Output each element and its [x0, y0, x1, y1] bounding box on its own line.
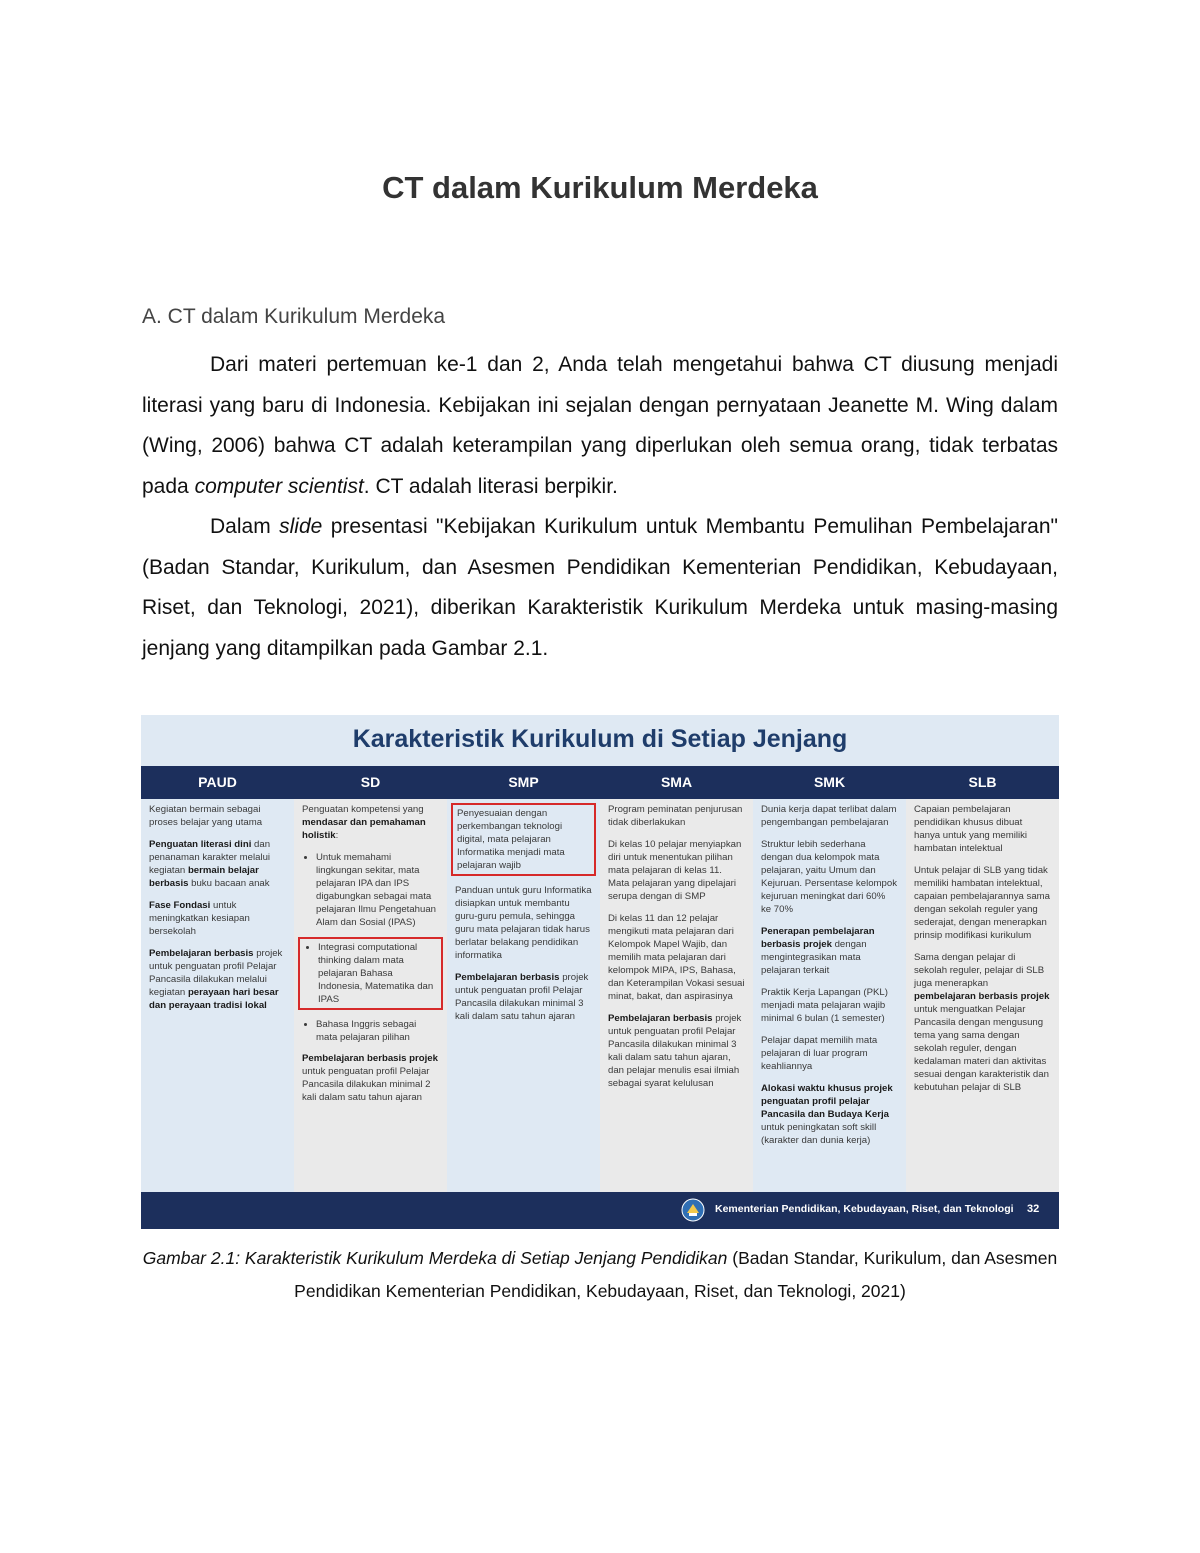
smk-item: Struktur lebih sederhana dengan dua kelompok mata pelajaran, yaitu Umum dan Kejuruan. Persentase kelompok kejuruan meningkat dari 60% ke 70%: [761, 839, 897, 915]
smk-item: Alokasi waktu khusus projek penguatan profil pelajar Pancasila dan Budaya Kerja untuk peningkatan soft skill (karakter dan dunia kerja): [761, 1083, 893, 1146]
header-sd: SD: [360, 774, 381, 790]
slb-item: Sama dengan pelajar di sekolah reguler, pelajar di SLB juga menerapkan pembelajaran berbasis projek untuk menguatkan Pelajar Pancasila dengan mengusung tema yang sama dengan sekolah reguler, dengan kedalaman materi dan aktivitas sesuai dengan karakteristik dan kebutuhan pelajar di SLB: [914, 952, 1050, 1093]
header-sma: SMA: [660, 774, 693, 790]
header-paud: PAUD: [198, 774, 237, 790]
sd-list: [302, 1018, 439, 1044]
smk-item: Pelajar dapat memilih mata pelajaran di luar program keahliannya: [761, 1035, 878, 1072]
paragraph-2-text-end: presentasi "Kebijakan Kurikulum untuk Membantu Pemulihan Pembelajaran" (Badan Standar, Kurikulum, dan Asesmen Pendidikan Kementerian Pendidikan, Kebudayaan, Riset, dan Teknologi, 2021), diberikan Karakteristik Kurikulum Merdeka untuk masing-masing jenjang yang ditampilkan pada Gambar 2.1.: [142, 515, 1058, 660]
figure-slide: [141, 715, 1059, 1229]
smp-item: Panduan untuk guru Informatika disiapkan untuk membantu guru-guru pemula, sehingga guru mata pelajaran tidak harus berlatar belakang pendidikan informatika: [455, 885, 592, 961]
highlight-box-sd: [298, 937, 443, 1010]
slide-title: Karakteristik Kurikulum di Setiap Jenjang: [352, 725, 848, 753]
sd-item: Penguatan kompetensi yang mendasar dan pemahaman holistik:: [302, 804, 426, 841]
page-title: CT dalam Kurikulum Merdeka: [382, 170, 818, 205]
sma-item: Di kelas 10 pelajar menyiapkan diri untuk menentukan pilihan mata pelajaran di kelas 11. Mata pelajaran yang dipelajari serupa dengan di SMP: [608, 839, 742, 902]
paragraph-1-text: Dari materi pertemuan ke-1 dan 2, Anda telah mengetahui bahwa CT diusung menjadi literasi yang baru di Indonesia. Kebijakan ini sejalan dengan pernyataan Jeanette M. Wing dalam (Wing, 2006) bahwa CT adalah keterampilan yang diperlukan oleh semua orang, tidak terbatas pada: [142, 353, 1058, 498]
sma-item: Program peminatan penjurusan tidak diberlakukan: [608, 804, 743, 828]
sd-list-item: • Untuk memahami lingkungan sekitar, mata pelajaran IPA dan IPS digabungkan sebagai mata pelajaran Ilmu Pengetahuan Alam dan Sosial (IPAS): [316, 851, 439, 929]
highlight-box-smp: Penyesuaian dengan perkembangan teknologi digital, mata pelajaran Informatika menjadi mata pelajaran wajib: [451, 803, 596, 876]
header-smk: SMK: [813, 774, 846, 790]
sd-list-item: • Integrasi computational thinking dalam mata pelajaran Bahasa Indonesia, Matematika dan IPAS: [318, 941, 437, 1006]
sma-item: Di kelas 11 dan 12 pelajar mengikuti mata pelajaran dari Kelompok Mapel Wajib, dan memilih mata pelajaran dari kelompok MIPA, IPS, Bahasa, dan Keterampilan Vokasi sesuai minat, bakat, dan aspirasinya: [608, 913, 745, 1002]
sd-list: [302, 851, 439, 929]
header-slb: SLB: [968, 774, 997, 790]
smk-item: Penerapan pembelajaran berbasis projek dengan mengintegrasikan mata pelajaran terkait: [761, 926, 875, 976]
paud-item: Penguatan literasi dini dan penanaman karakter melalui kegiatan bermain belajar berbasis buku bacaan anak: [149, 839, 271, 889]
smp-item: Pembelajaran berbasis projek untuk penguatan profil Pelajar Pancasila dilakukan minimal 3 kali dalam satu tahun ajaran: [455, 972, 589, 1022]
paragraph-2: [142, 507, 1058, 669]
column-paud: [141, 799, 294, 1192]
paragraph-2-text: Dalam: [210, 515, 280, 538]
paragraph-1-italic: computer scientist: [194, 474, 364, 498]
caption-source: (Badan Standar, Kurikulum, dan Asesmen Pendidikan Kementerian Pendidikan, Kebudayaan, Riset, dan Teknologi, 2021): [294, 1248, 1058, 1301]
column-smp: [447, 799, 600, 1192]
smk-item: Dunia kerja dapat terlibat dalam pengembangan pembelajaran: [761, 804, 897, 828]
slide-page-number: 32: [1027, 1203, 1040, 1215]
sma-item: Pembelajaran berbasis projek untuk penguatan profil Pelajar Pancasila dilakukan minimal 3 kali dalam satu tahun ajaran, dan pelajar menulis esai ilmiah sebagai syarat kelulusan: [608, 1013, 742, 1089]
column-sd: [294, 799, 447, 1192]
paragraph-2-italic: slide: [279, 515, 323, 538]
caption-italic: Gambar 2.1: Karakteristik Kurikulum Merdeka di Setiap Jenjang Pendidikan: [142, 1248, 728, 1268]
paragraph-1: [142, 345, 1058, 507]
paud-item: Fase Fondasi untuk meningkatkan kesiapan bersekolah: [149, 900, 250, 937]
ministry-logo-icon: [681, 1198, 705, 1222]
sd-item: Pembelajaran berbasis projek untuk penguatan profil Pelajar Pancasila dilakukan minimal 2 kali dalam satu tahun ajaran: [302, 1053, 438, 1103]
slide-header-row: [141, 766, 1059, 799]
sd-list-item: • Bahasa Inggris sebagai mata pelajaran pilihan: [316, 1018, 439, 1044]
slb-item: Capaian pembelajaran pendidikan khusus dibuat hanya untuk yang memiliki hambatan intelektual: [914, 804, 1028, 854]
slide-columns: [141, 799, 1059, 1192]
slb-item: Untuk pelajar di SLB yang tidak memiliki hambatan intelektual, capaian pembelajarannya sama dengan sekolah reguler yang sederajat, dengan menerapkan prinsip modifikasi kurikulum: [914, 865, 1050, 941]
smk-item: Praktik Kerja Lapangan (PKL) menjadi mata pelajaran wajib minimal 6 bulan (1 semester): [761, 987, 888, 1024]
column-slb: [906, 799, 1059, 1192]
paragraph-1-text-end: . CT adalah literasi berpikir.: [363, 474, 618, 498]
header-smp: SMP: [508, 774, 539, 790]
column-sma: [600, 799, 753, 1192]
figure-caption: [142, 1242, 1058, 1308]
slide-footer: [141, 1192, 1059, 1229]
paud-item: Kegiatan bermain sebagai proses belajar yang utama: [149, 804, 263, 828]
paud-item: Pembelajaran berbasis projek untuk penguatan profil Pelajar Pancasila dilakukan melalui kegiatan perayaan hari besar dan perayaan tradisi lokal: [149, 948, 283, 1011]
section-heading: A. CT dalam Kurikulum Merdeka: [142, 305, 446, 328]
column-smk: [753, 799, 906, 1192]
sd-list: [304, 941, 437, 1006]
footer-ministry-name: Kementerian Pendidikan, Kebudayaan, Riset, dan Teknologi: [715, 1203, 1014, 1215]
